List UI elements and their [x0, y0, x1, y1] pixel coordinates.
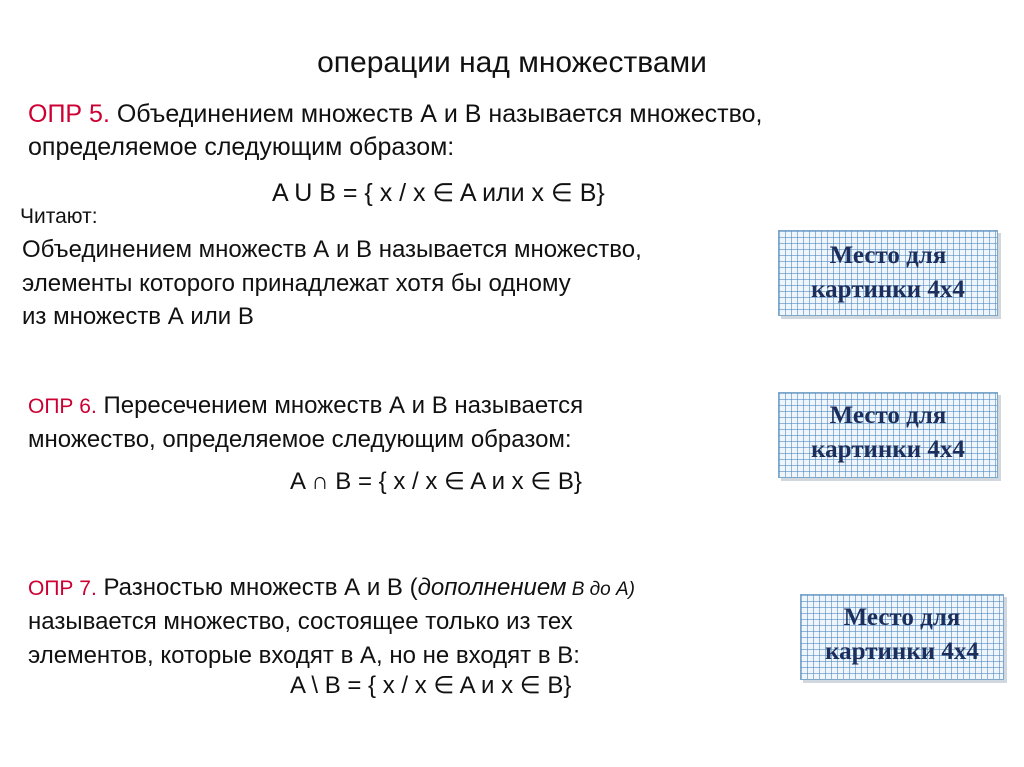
def5-text-1: Объединением множеств А и В называется множество, — [109, 100, 763, 128]
def5-formula: A U B = { x / x ∈ A или x ∈ B} — [272, 179, 605, 207]
def7-label: ОПР 7. — [28, 577, 97, 600]
reads-label: Читают: — [20, 205, 98, 228]
def5-line1 — [28, 98, 762, 131]
placeholder-3-line1: Место для — [843, 604, 961, 631]
placeholder-1-line2: картинки 4х4 — [811, 276, 965, 303]
slide-title: операции над множествами — [317, 46, 707, 79]
reads-line-2: элементы которого принадлежат хотя бы одному — [22, 270, 571, 297]
def7-formula: A \ B = { x / x ∈ A и x ∈ B} — [290, 672, 572, 699]
placeholder-3-line2: картинки 4х4 — [825, 638, 979, 665]
def5-line2: определяемое следующим образом: — [28, 133, 455, 161]
placeholder-1-line1: Место для — [829, 242, 947, 269]
def7-line1 — [28, 572, 635, 606]
placeholder-2-line1: Место для — [829, 402, 947, 429]
placeholder-2-line2: картинки 4х4 — [811, 436, 965, 463]
def5-label: ОПР 5. — [28, 100, 110, 128]
image-placeholder-1 — [778, 230, 998, 316]
def6-text-1: Пересечением множеств А и В называется — [96, 392, 584, 419]
def6-label: ОПР 6. — [28, 395, 97, 418]
def7-small: В до А) — [566, 579, 635, 600]
reads-line-3: из множеств А или В — [22, 303, 254, 330]
def6-line1 — [28, 390, 583, 423]
def7-text-1: Разностью множеств А и В ( — [96, 574, 418, 601]
reads-line-1: Объединением множеств А и В называется множество, — [22, 236, 642, 263]
image-placeholder-3 — [800, 594, 1004, 680]
def6-formula: A ∩ B = { x / x ∈ A и x ∈ B} — [290, 468, 582, 495]
def7-italic: дополнением — [417, 574, 567, 601]
image-placeholder-2 — [778, 392, 998, 478]
def6-line2: множество, определяемое следующим образом: — [28, 426, 572, 453]
def7-line2: называется множество, состоящее только из тех — [28, 608, 573, 635]
def7-line3: элементов, которые входят в А, но не входят в В: — [28, 642, 580, 669]
